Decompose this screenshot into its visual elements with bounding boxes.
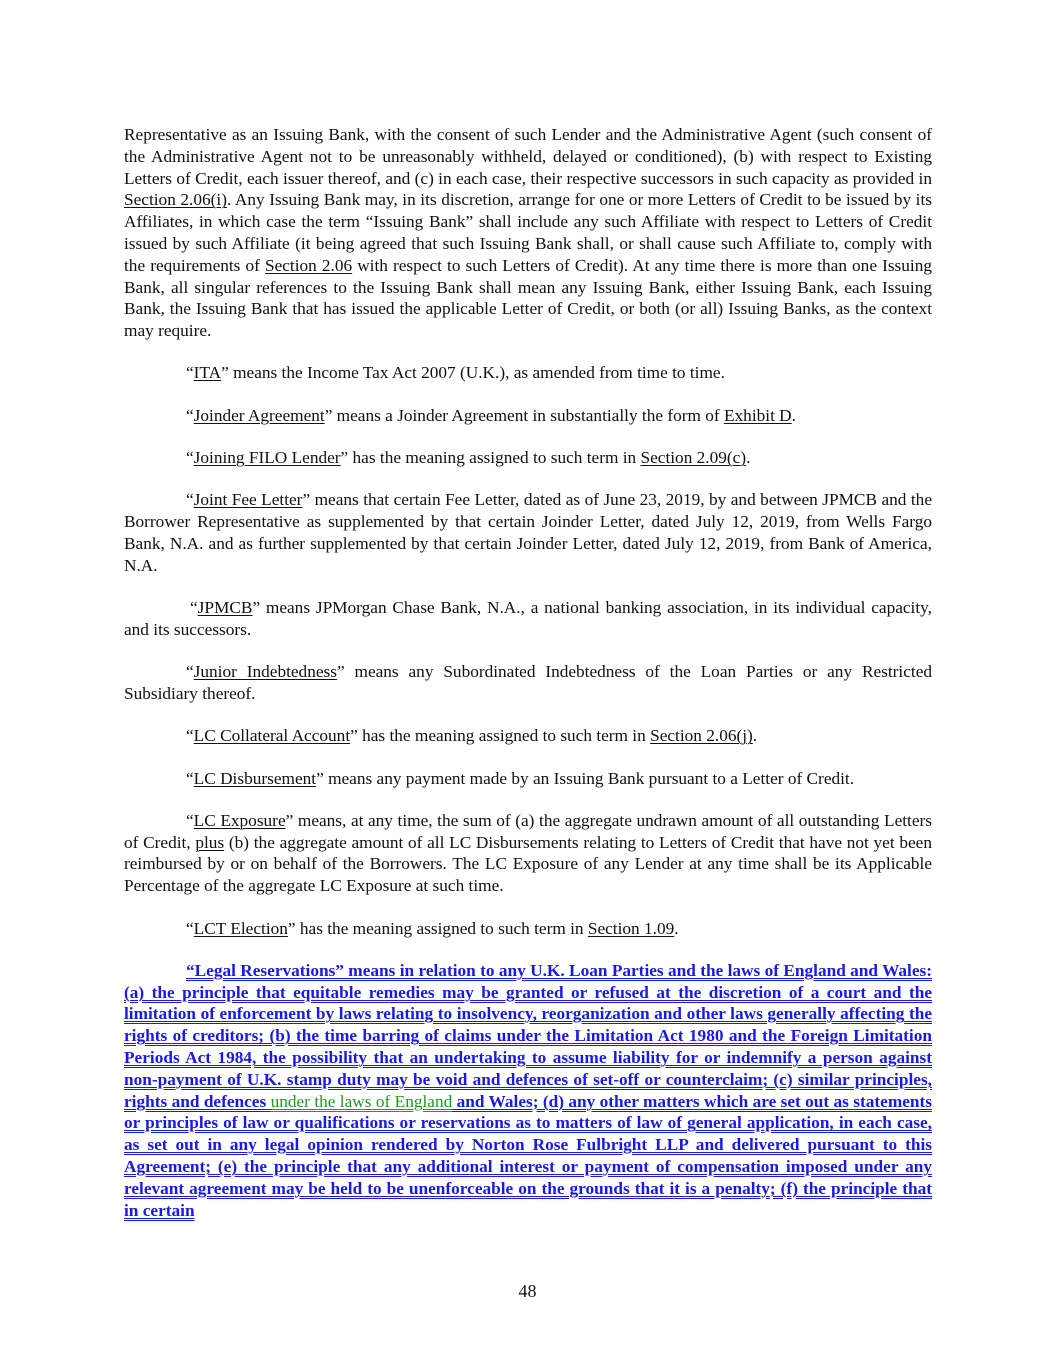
page-number: 48 bbox=[518, 1281, 537, 1301]
paragraph-text: Representative as an Issuing Bank, with the consent of such Lender and the Administrative Agent (such consent of the Administrative Agent not to be unreasonably withheld, delayed or conditioned), (b) with respect to Existing Letters of Credit, each issuer thereof, and (c) in each case, their respective successors in such capacity as provided in bbox=[124, 125, 932, 188]
definition-text: ” has the meaning assigned to such term in bbox=[287, 918, 588, 938]
inserted-text: “Legal Reservations” means in relation to any U.K. Loan Parties and the laws of England and Wales: (a) the principle that equitable remedies may be granted or refused at the discretion of a court and the limitation of enforcement by laws relating to insolvency, reorganization and other laws generally affecting the rights of creditors; (b) the time barring of claims under the Limitation Act 1980 and the Foreign Limitation Periods Act 1984, the possibility that an undertaking to assume liability for or indemnify a person against non-payment of U.K. stamp duty may be void and defences of set-off or counterclaim; (c) similar principles, rights and defences bbox=[124, 960, 932, 1111]
definition-text: ” means, at any time, the sum of (a) the aggregate undrawn amount of all outstanding Letters of Credit, bbox=[124, 810, 933, 852]
document-page bbox=[124, 124, 932, 1242]
period: . bbox=[674, 918, 679, 938]
defined-term: Junior Indebtedness bbox=[193, 662, 337, 682]
definition-joining-filo-lender bbox=[124, 447, 932, 469]
open-quote: “ bbox=[186, 405, 194, 425]
definition-joinder-agreement bbox=[124, 405, 932, 427]
defined-term: ITA bbox=[193, 363, 222, 383]
section-reference: Section 2.06 bbox=[264, 255, 353, 275]
definition-text: ” has the meaning assigned to such term in bbox=[340, 448, 641, 468]
definition-joint-fee-letter bbox=[124, 489, 932, 576]
period: . bbox=[752, 726, 758, 746]
open-quote: “ bbox=[186, 918, 194, 938]
exhibit-reference: Exhibit D bbox=[723, 405, 792, 425]
definition-text: ” means the Income Tax Act 2007 (U.K.), as amended from time to time. bbox=[221, 363, 725, 383]
open-quote: “ bbox=[190, 598, 198, 618]
open-quote: “ bbox=[186, 768, 194, 788]
period: . bbox=[791, 405, 796, 425]
definition-lct-election bbox=[124, 918, 932, 940]
definition-text: ” means any Subordinated Indebtedness of the Loan Parties or any Restricted Subsidiary thereof. bbox=[124, 662, 933, 703]
definition-lc-collateral-account bbox=[124, 725, 932, 747]
section-reference: Section 2.06(j) bbox=[650, 726, 753, 746]
definition-text: ” means that certain Fee Letter, dated as of June 23, 2019, by and between JPMCB and the Borrower Representative as supplemented by that certain Joinder Letter, dated July 12, 2019, from Wells Fargo Bank, N.A. and as further supplemented by that certain Joinder Letter, dated July 12, 2019, from Bank of America, N.A. bbox=[124, 490, 932, 575]
definition-text: ” means a Joinder Agreement in substantially the form of bbox=[324, 405, 724, 425]
defined-term: LCT Election bbox=[193, 918, 288, 938]
definition-junior-indebtedness bbox=[124, 661, 932, 705]
definition-ita bbox=[124, 362, 932, 384]
inserted-text: and Wales; (d) any other matters which are set out as statements or principles of law or qualifications or reservations as to matters of law of general application, in each case, as set out in any legal opinion rendered by Norton Rose Fulbright LLP and delivered pursuant to this Agreement; (e) the principle that any additional interest or payment of compensation imposed under any relevant agreement may be held to be unenforceable on the grounds that it is a penalty; (f) the principle that in certain bbox=[124, 1091, 932, 1220]
definition-legal-reservations-inserted bbox=[124, 960, 932, 1222]
definition-text: (b) the aggregate amount of all LC Disbursements relating to Letters of Credit that have not yet been reimbursed by or on behalf of the Borrowers. The LC Exposure of any Lender at any time shall be its Applicable Percentage of the aggregate LC Exposure at such time. bbox=[124, 832, 932, 896]
open-quote: “ bbox=[186, 810, 194, 830]
defined-term: Joint Fee Letter bbox=[193, 490, 303, 510]
section-reference: Section 1.09 bbox=[587, 918, 675, 938]
defined-term: LC Disbursement bbox=[193, 768, 317, 788]
open-quote: “ bbox=[186, 726, 194, 746]
definition-lc-exposure bbox=[124, 810, 932, 897]
section-reference: Section 2.06(i) bbox=[124, 190, 227, 210]
defined-term: LC Collateral Account bbox=[193, 726, 351, 746]
defined-term: Joinder Agreement bbox=[193, 405, 325, 425]
defined-term: JPMCB bbox=[197, 598, 253, 618]
definition-text: ” has the meaning assigned to such term in bbox=[350, 726, 651, 746]
section-reference: Section 2.09(c) bbox=[640, 448, 747, 468]
open-quote: “ bbox=[186, 662, 194, 682]
plus-term: plus bbox=[195, 832, 225, 852]
definition-text: ” means JPMorgan Chase Bank, N.A., a national banking association, in its individual capacity, and its successors. bbox=[124, 598, 932, 639]
defined-term: LC Exposure bbox=[193, 810, 286, 830]
open-quote: “ bbox=[186, 448, 194, 468]
period: . bbox=[746, 448, 751, 468]
moved-text: under the laws of England bbox=[270, 1091, 453, 1111]
defined-term: Joining FILO Lender bbox=[193, 448, 341, 468]
definition-text: ” means any payment made by an Issuing Bank pursuant to a Letter of Credit. bbox=[316, 768, 855, 788]
definition-lc-disbursement bbox=[124, 768, 932, 790]
paragraph-text: with respect to such Letters of Credit). At any time there is more than one Issuing Bank, all singular references to the Issuing Bank shall mean any Issuing Bank, either Issuing Bank, each Issuing Bank, the Issuing Bank that has issued the applicable Letter of Credit, or both (or all) Issuing Banks, as the context may require. bbox=[124, 255, 932, 341]
issuing-bank-definition-continued bbox=[124, 124, 932, 342]
paragraph-text: . Any Issuing Bank may, in its discretion, arrange for one or more Letters of Credit to be issued by its Affiliates, in which case the term “Issuing Bank” shall include any such Affiliate with respect to Letters of Credit issued by such Affiliate (it being agreed that such Issuing Bank shall, or shall cause such Affiliate to, comply with the requirements of bbox=[124, 190, 932, 275]
definition-jpmcb bbox=[124, 597, 932, 641]
open-quote: “ bbox=[186, 490, 194, 510]
open-quote: “ bbox=[186, 363, 194, 383]
